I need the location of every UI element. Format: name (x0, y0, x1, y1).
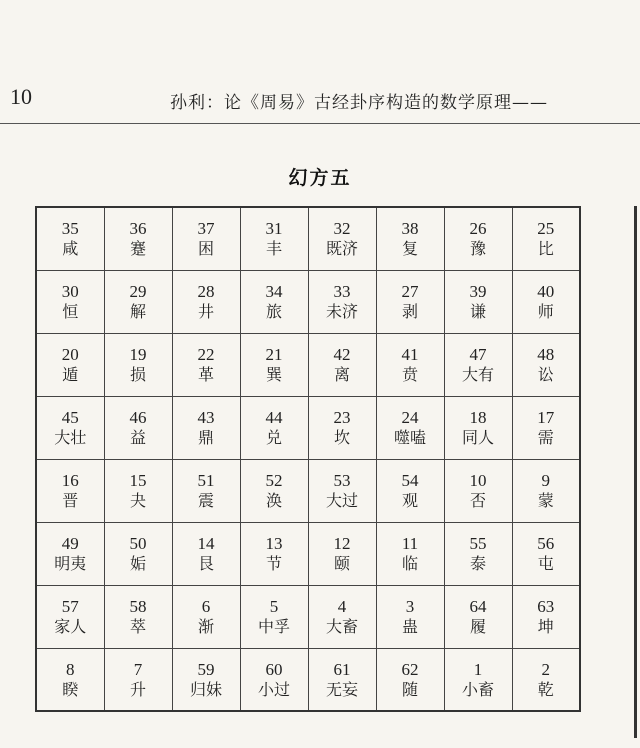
hexagram-name: 恒 (62, 302, 79, 322)
hexagram-name: 涣 (265, 491, 282, 511)
hexagram-name: 震 (197, 491, 214, 511)
hexagram-name: 坎 (333, 428, 350, 448)
hexagram-cell (512, 459, 580, 522)
hexagram-cell (444, 270, 512, 333)
table-row (36, 648, 580, 711)
hexagram-name: 晋 (62, 491, 79, 511)
hexagram-name: 大畜 (325, 617, 358, 637)
hexagram-number: 51 (197, 470, 215, 490)
table-row (36, 522, 580, 585)
hexagram-cell (104, 270, 172, 333)
hexagram-number: 50 (129, 533, 147, 553)
hexagram-number: 39 (469, 281, 487, 301)
hexagram-name: 升 (129, 679, 146, 699)
page-number: 10 (10, 84, 32, 109)
hexagram-name: 贲 (401, 365, 418, 385)
hexagram-number: 11 (401, 533, 419, 553)
header-rule (0, 123, 640, 124)
hexagram-name: 比 (537, 239, 554, 259)
hexagram-name: 坤 (537, 617, 554, 637)
hexagram-number: 53 (333, 470, 351, 490)
hexagram-name: 复 (401, 239, 418, 259)
hexagram-name: 剥 (401, 302, 418, 322)
hexagram-cell (240, 207, 308, 270)
hexagram-number: 55 (469, 533, 487, 553)
running-title: 孙利：论《周易》古经卦序构造的数学原理—— (170, 93, 548, 113)
hexagram-cell (308, 270, 376, 333)
hexagram-cell (376, 396, 444, 459)
hexagram-cell (172, 585, 240, 648)
hexagram-name: 无妄 (325, 679, 358, 699)
hexagram-cell (36, 207, 104, 270)
hexagram-name: 乾 (537, 679, 554, 699)
hexagram-name: 困 (197, 239, 214, 259)
hexagram-number: 46 (129, 407, 147, 427)
hexagram-name: 师 (537, 302, 554, 322)
hexagram-number: 64 (469, 596, 487, 616)
hexagram-name: 大壮 (54, 428, 87, 448)
hexagram-name: 巽 (265, 365, 282, 385)
hexagram-name: 小畜 (461, 679, 494, 699)
hexagram-cell (376, 207, 444, 270)
hexagram-cell (36, 459, 104, 522)
hexagram-number: 33 (333, 281, 351, 301)
hexagram-cell (444, 207, 512, 270)
hexagram-cell (376, 648, 444, 711)
hexagram-name: 革 (197, 365, 214, 385)
hexagram-number: 52 (265, 470, 283, 490)
hexagram-number: 34 (265, 281, 283, 301)
hexagram-cell (444, 333, 512, 396)
hexagram-number: 18 (469, 407, 487, 427)
hexagram-cell (172, 522, 240, 585)
hexagram-number: 40 (537, 281, 555, 301)
hexagram-number: 22 (197, 344, 215, 364)
hexagram-number: 38 (401, 219, 419, 239)
hexagram-number: 61 (333, 659, 351, 679)
hexagram-cell (308, 648, 376, 711)
hexagram-number: 9 (541, 470, 550, 490)
hexagram-cell (512, 270, 580, 333)
hexagram-number: 6 (201, 596, 211, 616)
hexagram-cell (376, 585, 444, 648)
hexagram-number: 27 (401, 281, 419, 301)
hexagram-number: 31 (265, 219, 283, 239)
hexagram-name: 泰 (469, 554, 486, 574)
hexagram-name: 解 (129, 302, 146, 322)
hexagram-number: 5 (269, 596, 279, 616)
hexagram-number: 37 (197, 219, 215, 239)
hexagram-cell (512, 648, 580, 711)
hexagram-number: 42 (333, 344, 351, 364)
hexagram-cell (240, 585, 308, 648)
hexagram-cell (104, 207, 172, 270)
hexagram-cell (444, 396, 512, 459)
hexagram-cell (308, 522, 376, 585)
hexagram-number: 44 (265, 407, 283, 427)
hexagram-number: 23 (333, 407, 351, 427)
hexagram-cell (240, 459, 308, 522)
magic-square-table (35, 206, 581, 712)
hexagram-name: 讼 (537, 365, 554, 385)
hexagram-cell (240, 522, 308, 585)
hexagram-number: 2 (541, 659, 550, 679)
hexagram-name: 临 (401, 554, 418, 574)
hexagram-name: 随 (401, 679, 418, 699)
hexagram-name: 蒙 (537, 491, 554, 511)
hexagram-name: 遁 (62, 365, 79, 385)
hexagram-cell (36, 333, 104, 396)
hexagram-cell (104, 522, 172, 585)
hexagram-name: 屯 (537, 554, 554, 574)
hexagram-cell (308, 459, 376, 522)
hexagram-name: 小过 (257, 679, 290, 699)
hexagram-name: 需 (537, 428, 554, 448)
hexagram-cell (36, 648, 104, 711)
hexagram-number: 58 (129, 596, 147, 616)
hexagram-cell (172, 333, 240, 396)
hexagram-cell (308, 333, 376, 396)
hexagram-cell (376, 333, 444, 396)
table-row (36, 585, 580, 648)
hexagram-cell (36, 522, 104, 585)
hexagram-cell (36, 585, 104, 648)
hexagram-cell (444, 585, 512, 648)
hexagram-number: 57 (61, 596, 79, 616)
adjacent-table-edge (634, 206, 637, 738)
hexagram-name: 益 (129, 428, 146, 448)
hexagram-name: 中孚 (257, 617, 290, 637)
hexagram-number: 26 (469, 219, 487, 239)
hexagram-cell (512, 396, 580, 459)
hexagram-number: 24 (401, 407, 419, 427)
hexagram-cell (240, 648, 308, 711)
hexagram-cell (172, 270, 240, 333)
hexagram-name: 观 (401, 491, 418, 511)
hexagram-number: 17 (537, 407, 555, 427)
hexagram-cell (512, 522, 580, 585)
hexagram-cell (172, 396, 240, 459)
hexagram-cell (512, 585, 580, 648)
hexagram-cell (444, 648, 512, 711)
hexagram-name: 家人 (54, 617, 87, 637)
hexagram-number: 35 (61, 219, 79, 239)
hexagram-number: 19 (129, 344, 147, 364)
hexagram-number: 8 (66, 659, 75, 679)
hexagram-name: 姤 (129, 554, 146, 574)
hexagram-cell (240, 396, 308, 459)
table-row (36, 270, 580, 333)
hexagram-name: 离 (333, 365, 350, 385)
hexagram-name: 井 (197, 302, 214, 322)
hexagram-cell (104, 648, 172, 711)
table-row (36, 396, 580, 459)
hexagram-number: 10 (469, 470, 487, 490)
hexagram-number: 13 (265, 533, 283, 553)
hexagram-number: 60 (265, 659, 283, 679)
hexagram-cell (240, 270, 308, 333)
hexagram-number: 7 (133, 659, 143, 679)
hexagram-number: 32 (333, 219, 351, 239)
hexagram-name: 归妹 (189, 679, 222, 699)
hexagram-number: 16 (61, 470, 79, 490)
hexagram-name: 夬 (129, 491, 146, 511)
hexagram-name: 蹇 (129, 239, 146, 259)
table-row (36, 207, 580, 270)
hexagram-number: 30 (61, 281, 79, 301)
hexagram-name: 未济 (325, 302, 358, 322)
hexagram-cell (104, 459, 172, 522)
hexagram-name: 损 (129, 365, 146, 385)
hexagram-cell (172, 648, 240, 711)
hexagram-name: 豫 (469, 239, 486, 259)
hexagram-cell (104, 396, 172, 459)
hexagram-name: 渐 (197, 617, 214, 637)
hexagram-name: 噬嗑 (393, 428, 426, 448)
hexagram-cell (36, 270, 104, 333)
hexagram-number: 12 (333, 533, 351, 553)
hexagram-name: 大过 (325, 491, 358, 511)
hexagram-number: 29 (129, 281, 147, 301)
hexagram-cell (376, 522, 444, 585)
hexagram-cell (376, 270, 444, 333)
hexagram-name: 丰 (265, 239, 282, 259)
table-row (36, 333, 580, 396)
hexagram-name: 萃 (129, 617, 146, 637)
hexagram-name: 蛊 (401, 617, 418, 637)
hexagram-cell (308, 585, 376, 648)
hexagram-name: 兑 (265, 428, 282, 448)
hexagram-number: 14 (197, 533, 215, 553)
hexagram-number: 41 (401, 344, 419, 364)
hexagram-number: 36 (129, 219, 147, 239)
hexagram-cell (36, 396, 104, 459)
hexagram-number: 1 (473, 659, 483, 679)
hexagram-name: 节 (265, 554, 282, 574)
table-row (36, 459, 580, 522)
hexagram-number: 63 (537, 596, 555, 616)
hexagram-name: 同人 (461, 428, 494, 448)
hexagram-cell (308, 207, 376, 270)
hexagram-cell (512, 333, 580, 396)
hexagram-name: 艮 (197, 554, 214, 574)
hexagram-name: 颐 (333, 554, 350, 574)
hexagram-number: 25 (537, 219, 555, 239)
hexagram-number: 15 (129, 470, 147, 490)
hexagram-number: 54 (401, 470, 419, 490)
hexagram-number: 47 (469, 344, 487, 364)
hexagram-name: 谦 (469, 302, 486, 322)
hexagram-number: 59 (197, 659, 215, 679)
hexagram-number: 4 (337, 596, 347, 616)
hexagram-cell (240, 333, 308, 396)
hexagram-name: 否 (469, 491, 486, 511)
hexagram-cell (172, 459, 240, 522)
hexagram-cell (308, 396, 376, 459)
hexagram-number: 62 (401, 659, 419, 679)
hexagram-cell (512, 207, 580, 270)
hexagram-cell (172, 207, 240, 270)
hexagram-name: 既济 (325, 239, 358, 259)
hexagram-name: 履 (469, 617, 486, 637)
hexagram-name: 明夷 (54, 554, 87, 574)
hexagram-cell (104, 585, 172, 648)
hexagram-number: 48 (537, 344, 555, 364)
hexagram-number: 43 (197, 407, 215, 427)
hexagram-number: 3 (405, 596, 415, 616)
hexagram-number: 45 (61, 407, 79, 427)
hexagram-cell (444, 522, 512, 585)
hexagram-cell (376, 459, 444, 522)
hexagram-name: 大有 (461, 365, 494, 385)
hexagram-cell (444, 459, 512, 522)
table-title: 幻方五 (288, 167, 352, 189)
hexagram-number: 49 (61, 533, 79, 553)
hexagram-name: 鼎 (197, 428, 214, 448)
hexagram-name: 咸 (62, 239, 79, 259)
hexagram-number: 20 (61, 344, 79, 364)
hexagram-number: 28 (197, 281, 215, 301)
hexagram-cell (104, 333, 172, 396)
hexagram-number: 56 (537, 533, 555, 553)
hexagram-number: 21 (265, 344, 283, 364)
hexagram-name: 旅 (265, 302, 282, 322)
hexagram-name: 睽 (62, 679, 79, 699)
